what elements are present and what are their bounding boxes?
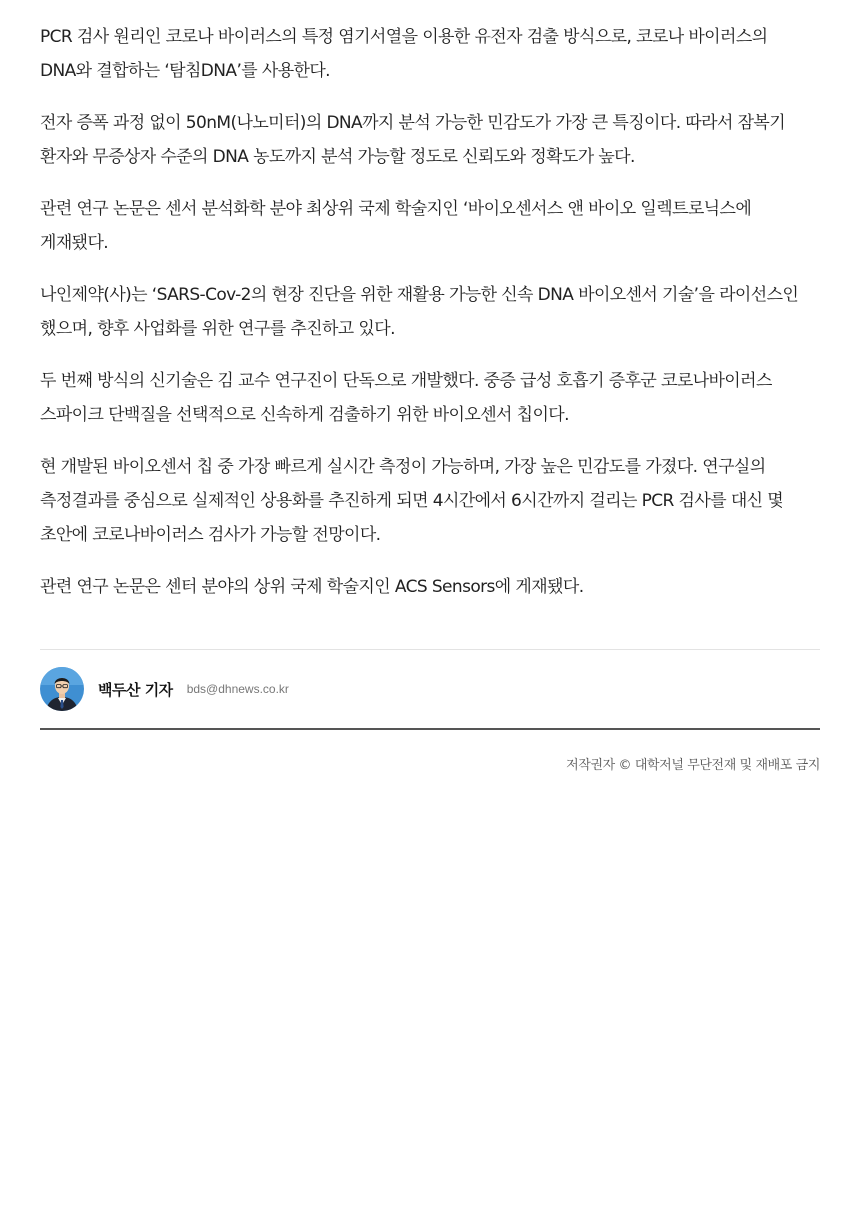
article-paragraph: PCR 검사 원리인 코로나 바이러스의 특정 염기서열을 이용한 유전자 검출 방식으로, 코로나 바이러스의 DNA와 결합하는 ‘탐침DNA’를 사용한다.	[40, 27, 768, 81]
article-paragraph: 현 개발된 바이오센서 칩 중 가장 빠르게 실시간 측정이 가능하며, 가장 높은 민감도를 가졌다. 연구실의 측정결과를 중심으로 실제적인 상용화를 추진하게 되면 4시간에서 6시간까지 걸리는 PCR 검사를 대신 몇 초안에 코로나바이러스 검사가 가능할 전망이다.	[40, 457, 784, 545]
author-email[interactable]: bds@dhnews.co.kr	[186, 682, 289, 696]
article-paragraph: 전자 증폭 과정 없이 50nM(나노미터)의 DNA까지 분석 가능한 민감도가 가장 큰 특징이다. 따라서 잠복기 환자와 무증상자 수준의 DNA 농도까지 분석 가능할 정도로 신뢰도와 정확도가 높다.	[40, 113, 786, 167]
byline-bottom-divider	[40, 728, 820, 730]
article-paragraph: 관련 연구 논문은 센서 분석화학 분야 최상위 국제 학술지인 ‘바이오센서스 앤 바이오 일렉트로닉스에 게재됐다.	[40, 199, 752, 253]
byline-divider	[40, 649, 820, 650]
article-body	[40, 20, 820, 622]
author-byline	[40, 666, 820, 712]
article-paragraph: 두 번째 방식의 신기술은 김 교수 연구진이 단독으로 개발했다. 중증 급성 호흡기 증후군 코로나바이러스 스파이크 단백질을 선택적으로 신속하게 검출하기 위한 바이오센서 칩이다.	[40, 371, 772, 425]
article-paragraph: 관련 연구 논문은 센터 분야의 상위 국제 학술지인 ACS Sensors에 게재됐다.	[40, 577, 584, 597]
copyright-notice: 저작권자 © 대학저널 무단전재 및 재배포 금지	[566, 758, 820, 773]
reporter-avatar-icon[interactable]	[40, 667, 84, 711]
author-name[interactable]: 백두산 기자	[98, 680, 173, 699]
article-paragraph: 나인제약(사)는 ‘SARS-Cov-2의 현장 진단을 위한 재활용 가능한 신속 DNA 바이오센서 기술’을 라이선스인 했으며, 향후 사업화를 위한 연구를 추진하고 있다.	[40, 285, 799, 339]
